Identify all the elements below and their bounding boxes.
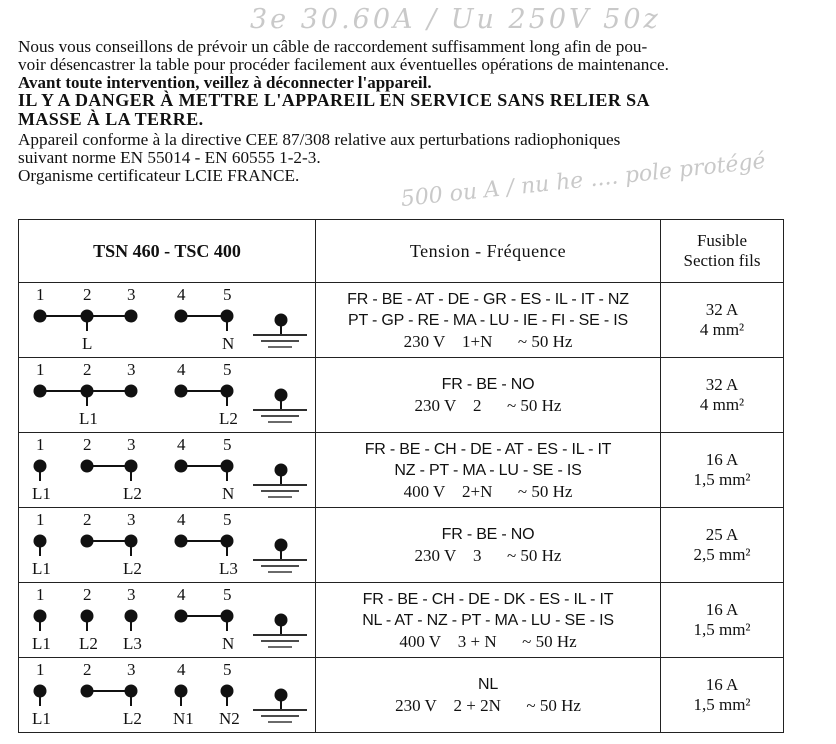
country-list-line1: FR - BE - AT - DE - GR - ES - IL - IT - NZ [347,290,629,308]
earth-danger-warning-line1: IL Y A DANGER À METTRE L'APPAREIL EN SERVICE SANS RELIER SA [18,90,650,110]
fuse-rating: 16 A [705,600,739,619]
wire-section: 1,5 mm² [693,620,751,639]
terminal-number: 1 [36,285,45,304]
terminal-number: 1 [36,660,45,679]
table-row [19,283,784,358]
voltage-frequency: 230 V 1+N ~ 50 Hz [403,331,573,351]
country-list-line2: PT - GP - RE - MA - LU - IE - FI - SE - IS [348,311,628,329]
terminal-number: 1 [36,510,45,529]
wiring-diagram [19,283,315,357]
country-list-line1: FR - BE - CH - DE - DK - ES - IL - IT [362,590,614,608]
terminal-label: L1 [32,709,51,728]
intro-text [18,38,818,185]
terminal-dot [221,610,234,623]
terminal-number: 1 [36,360,45,379]
terminal-number: 3 [127,360,136,379]
terminal-label: L1 [32,634,51,653]
table-header [19,220,784,283]
table-row [19,658,784,733]
terminal-dot [175,610,188,623]
fuse-cell [661,583,784,658]
terminal-number: 4 [177,660,186,679]
network-cell [316,658,661,733]
country-list-line1: FR - BE - NO [441,376,535,393]
header-model: TSN 460 - TSC 400 [19,220,316,283]
earth-ground-icon [253,539,307,573]
terminal-dot [125,535,138,548]
network-cell [316,508,661,583]
terminal-label: L1 [32,559,51,578]
wiring-diagram-cell [19,508,316,583]
handwritten-note-middle: 500 ou A / nu he .... pole protégé [399,148,767,213]
terminal-number: 2 [83,510,92,529]
country-list-line1: FR - BE - NO [441,526,535,543]
terminal-label: L3 [219,559,238,578]
terminal-label: L2 [219,409,238,428]
terminal-number: 3 [127,660,136,679]
terminal-dot [81,460,94,473]
network-cell [316,583,661,658]
conformity-line2: suivant norme EN 55014 - EN 60555 1-2-3. [18,148,321,167]
terminal-dot [175,685,188,698]
terminal-dot [34,685,47,698]
fuse-rating: 16 A [705,450,739,469]
terminal-dot [175,385,188,398]
terminal-number: 4 [177,285,186,304]
terminal-dot [34,610,47,623]
fuse-rating: 25 A [705,525,739,544]
wiring-diagram [19,358,315,432]
wiring-diagram [19,508,315,582]
country-list-line2: NZ - PT - MA - LU - SE - IS [394,461,582,479]
handwritten-note-top: 3e 30.60A / Uu 250V 50z [250,4,661,35]
terminal-dot [34,460,47,473]
terminal-dot [125,385,138,398]
earth-ground-icon [253,464,307,498]
earth-ground-icon [253,689,307,723]
terminal-number: 5 [223,435,232,454]
terminal-number: 2 [83,285,92,304]
wire-section: 1,5 mm² [693,695,751,714]
terminal-number: 4 [177,510,186,529]
terminal-label: N [222,634,235,653]
terminal-dot [125,685,138,698]
terminal-dot [125,460,138,473]
wire-section: 1,5 mm² [693,470,751,489]
terminal-dot [34,385,47,398]
wiring-diagram [19,433,315,507]
terminal-dot [81,310,94,323]
header-fuse-line1: Fusible [696,231,748,250]
earth-ground-icon [253,314,307,348]
terminal-dot [221,685,234,698]
terminal-number: 5 [223,360,232,379]
terminal-dot [221,460,234,473]
terminal-number: 2 [83,360,92,379]
terminal-number: 2 [83,585,92,604]
terminal-dot [34,535,47,548]
terminal-label: L2 [79,634,98,653]
certifier-line: Organisme certificateur LCIE FRANCE. [18,166,300,185]
wiring-diagram-cell [19,583,316,658]
wiring-diagram [19,583,315,657]
country-list-line1: FR - BE - CH - DE - AT - ES - IL - IT [364,440,612,458]
terminal-dot [125,610,138,623]
wiring-diagram-cell [19,658,316,733]
earth-ground-icon [253,389,307,423]
terminal-number: 4 [177,435,186,454]
terminal-number: 3 [127,585,136,604]
header-fuse [661,220,784,283]
voltage-frequency: 230 V 2 + 2N ~ 50 Hz [395,696,581,715]
terminal-dot [221,310,234,323]
terminal-dot [125,310,138,323]
fuse-cell [661,433,784,508]
terminal-number: 5 [223,585,232,604]
fuse-cell [661,283,784,358]
country-list-line2: NL - AT - NZ - PT - MA - LU - SE - IS [362,611,614,629]
terminal-number: 3 [127,510,136,529]
earth-danger-warning-line2: MASSE À LA TERRE. [18,109,204,129]
connection-table [18,219,784,733]
maintenance-paragraph-line2: voir désencastrer la table pour procéder facilement aux éventuelles opérations de maintenance. [18,55,669,74]
wire-section: 2,5 mm² [693,545,751,564]
table-row [19,508,784,583]
terminal-number: 1 [36,585,45,604]
wiring-diagram-cell [19,283,316,358]
terminal-label: N [222,334,235,353]
terminal-number: 5 [223,285,232,304]
terminal-dot [81,685,94,698]
terminal-label: N2 [219,709,240,728]
network-cell [316,358,661,433]
terminal-dot [81,610,94,623]
terminal-label: L2 [123,484,142,503]
fuse-rating: 32 A [705,375,739,394]
terminal-dot [81,385,94,398]
terminal-dot [34,310,47,323]
terminal-number: 1 [36,435,45,454]
terminal-number: 2 [83,660,92,679]
terminal-number: 5 [223,510,232,529]
terminal-dot [175,535,188,548]
terminal-number: 3 [127,435,136,454]
voltage-frequency: 400 V 3 + N ~ 50 Hz [399,631,577,651]
network-cell [316,433,661,508]
voltage-frequency: 230 V 3 ~ 50 Hz [414,546,562,565]
earth-ground-icon [253,614,307,648]
country-list-line1: NL [477,676,499,693]
wiring-diagram [19,658,315,732]
terminal-label: L [82,334,93,353]
terminal-number: 2 [83,435,92,454]
wire-section: 4 mm² [699,320,745,339]
terminal-dot [81,535,94,548]
terminal-label: L3 [123,634,142,653]
terminal-label: N1 [173,709,194,728]
table-row [19,433,784,508]
fuse-rating: 32 A [705,300,739,319]
wiring-diagram-cell [19,358,316,433]
voltage-frequency: 230 V 2 ~ 50 Hz [414,396,562,415]
terminal-number: 4 [177,360,186,379]
conformity-line1: Appareil conforme à la directive CEE 87/308 relative aux perturbations radiophoniques [18,130,621,149]
voltage-frequency: 400 V 2+N ~ 50 Hz [403,481,573,501]
wire-section: 4 mm² [699,395,745,414]
table-row [19,583,784,658]
network-cell [316,283,661,358]
terminal-dot [221,535,234,548]
terminal-number: 4 [177,585,186,604]
disconnect-warning: Avant toute intervention, veillez à déconnecter l'appareil. [18,73,432,92]
terminal-number: 5 [223,660,232,679]
header-tension: Tension - Fréquence [316,220,661,283]
maintenance-paragraph-line1: Nous vous conseillons de prévoir un câble de raccordement suffisamment long afin de pou- [18,37,648,56]
fuse-cell [661,508,784,583]
terminal-dot [175,460,188,473]
table-row [19,358,784,433]
fuse-cell [661,358,784,433]
wiring-diagram-cell [19,433,316,508]
terminal-label: L1 [32,484,51,503]
terminal-dot [175,310,188,323]
terminal-label: L1 [79,409,98,428]
terminal-label: N [222,484,235,503]
terminal-label: L2 [123,559,142,578]
fuse-rating: 16 A [705,675,739,694]
fuse-cell [661,658,784,733]
header-fuse-line2: Section fils [683,251,761,270]
terminal-number: 3 [127,285,136,304]
terminal-dot [221,385,234,398]
terminal-label: L2 [123,709,142,728]
